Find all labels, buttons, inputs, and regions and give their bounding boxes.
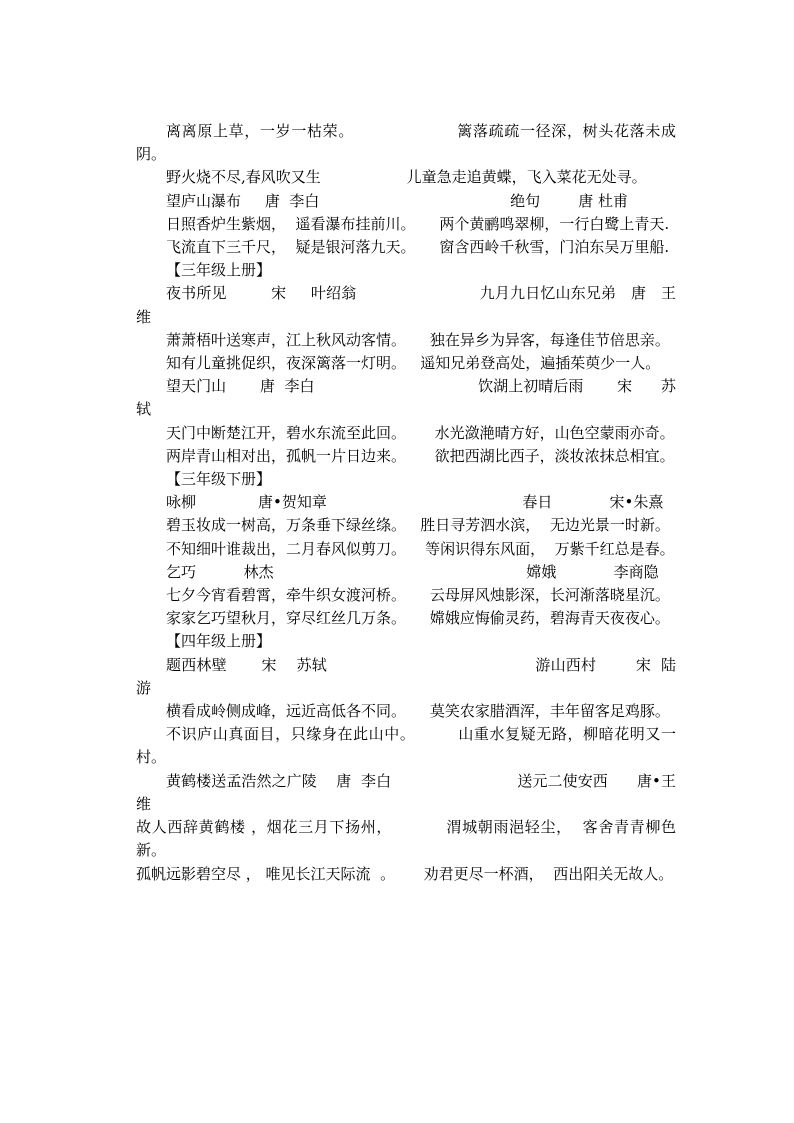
text-line: 离离原上草，一岁一枯荣。 篱落疏疏一径深，树头花落未成阴。 [136, 122, 676, 164]
text-line: 故人西辞黄鹤楼 ，烟花三月下扬州， 渭城朝雨浥轻尘， 客舍青青柳色新。 [136, 818, 676, 860]
text-line: 野火烧不尽,春风吹又生 儿童急走追黄蝶，飞入菜花无处寻。 [166, 168, 647, 187]
poem-page [136, 120, 676, 886]
grade-heading: 【三年级下册】 [166, 470, 272, 489]
poem-title-line: 咏柳 唐•贺知章 春日 宋•朱熹 [166, 493, 664, 512]
poem-title-line: 望庐山瀑布 唐 李白 绝句 唐 杜甫 [166, 191, 629, 210]
text-line: 知有儿童挑促织，夜深篱落一灯明。 遥知兄弟登高处，遍插茱萸少一人。 [166, 354, 661, 373]
poem-title-line: 望天门山 唐 李白 饮湖上初晴后雨 宋 苏轼 [136, 377, 676, 419]
grade-heading: 【三年级上册】 [166, 261, 272, 280]
poem-title-line: 乞巧 林杰 嫦娥 李商隐 [166, 562, 659, 581]
text-line: 天门中断楚江开，碧水东流至此回。 水光潋滟晴方好，山色空蒙雨亦奇。 [166, 423, 675, 442]
poem-title-line: 题西林壁 宋 苏轼 游山西村 宋 陆游 [136, 655, 676, 697]
text-line: 不知细叶谁裁出，二月春风似剪刀。 等闲识得东风面， 万紫千红总是春。 [166, 539, 675, 558]
poem-title-line: 黄鹤楼送孟浩然之广陵 唐 李白 送元二使安西 唐•王维 [136, 771, 676, 813]
grade-heading: 【四年级上册】 [166, 632, 272, 651]
poem-title-line: 夜书所见 宋 叶绍翁 九月九日忆山东兄弟 唐 王维 [136, 284, 676, 326]
text-line: 日照香炉生紫烟， 遥看瀑布挂前川。 两个黄鹂鸣翠柳，一行白鹭上青天. [166, 214, 670, 233]
text-line: 飞流直下三千尺， 疑是银河落九天。 窗含西岭千秋雪，门泊东吴万里船. [166, 238, 670, 257]
text-line: 碧玉妆成一树高，万条垂下绿丝绦。 胜日寻芳泗水滨， 无边光景一时新。 [166, 516, 670, 535]
text-line: 不识庐山真面目，只缘身在此山中。 山重水复疑无路，柳暗花明又一村。 [136, 725, 676, 767]
text-line: 家家乞巧望秋月，穿尽红丝几万条。 嫦娥应悔偷灵药，碧海青天夜夜心。 [166, 609, 670, 628]
text-line: 两岸青山相对出，孤帆一片日边来。 欲把西湖比西子，淡妆浓抹总相宜。 [166, 446, 675, 465]
text-line: 孤帆远影碧空尽 ， 唯见长江天际流 。 劝君更尽一杯酒， 西出阳关无故人。 [136, 864, 674, 883]
text-line: 横看成岭侧成峰，远近高低各不同。 莫笑农家腊酒浑，丰年留客足鸡豚。 [166, 702, 670, 721]
text-line: 萧萧梧叶送寒声，江上秋风动客情。 独在异乡为异客，每逢佳节倍思亲。 [166, 330, 670, 349]
text-line: 七夕今宵看碧霄，牵牛织女渡河桥。 云母屏风烛影深，长河渐落晓星沉。 [166, 586, 670, 605]
